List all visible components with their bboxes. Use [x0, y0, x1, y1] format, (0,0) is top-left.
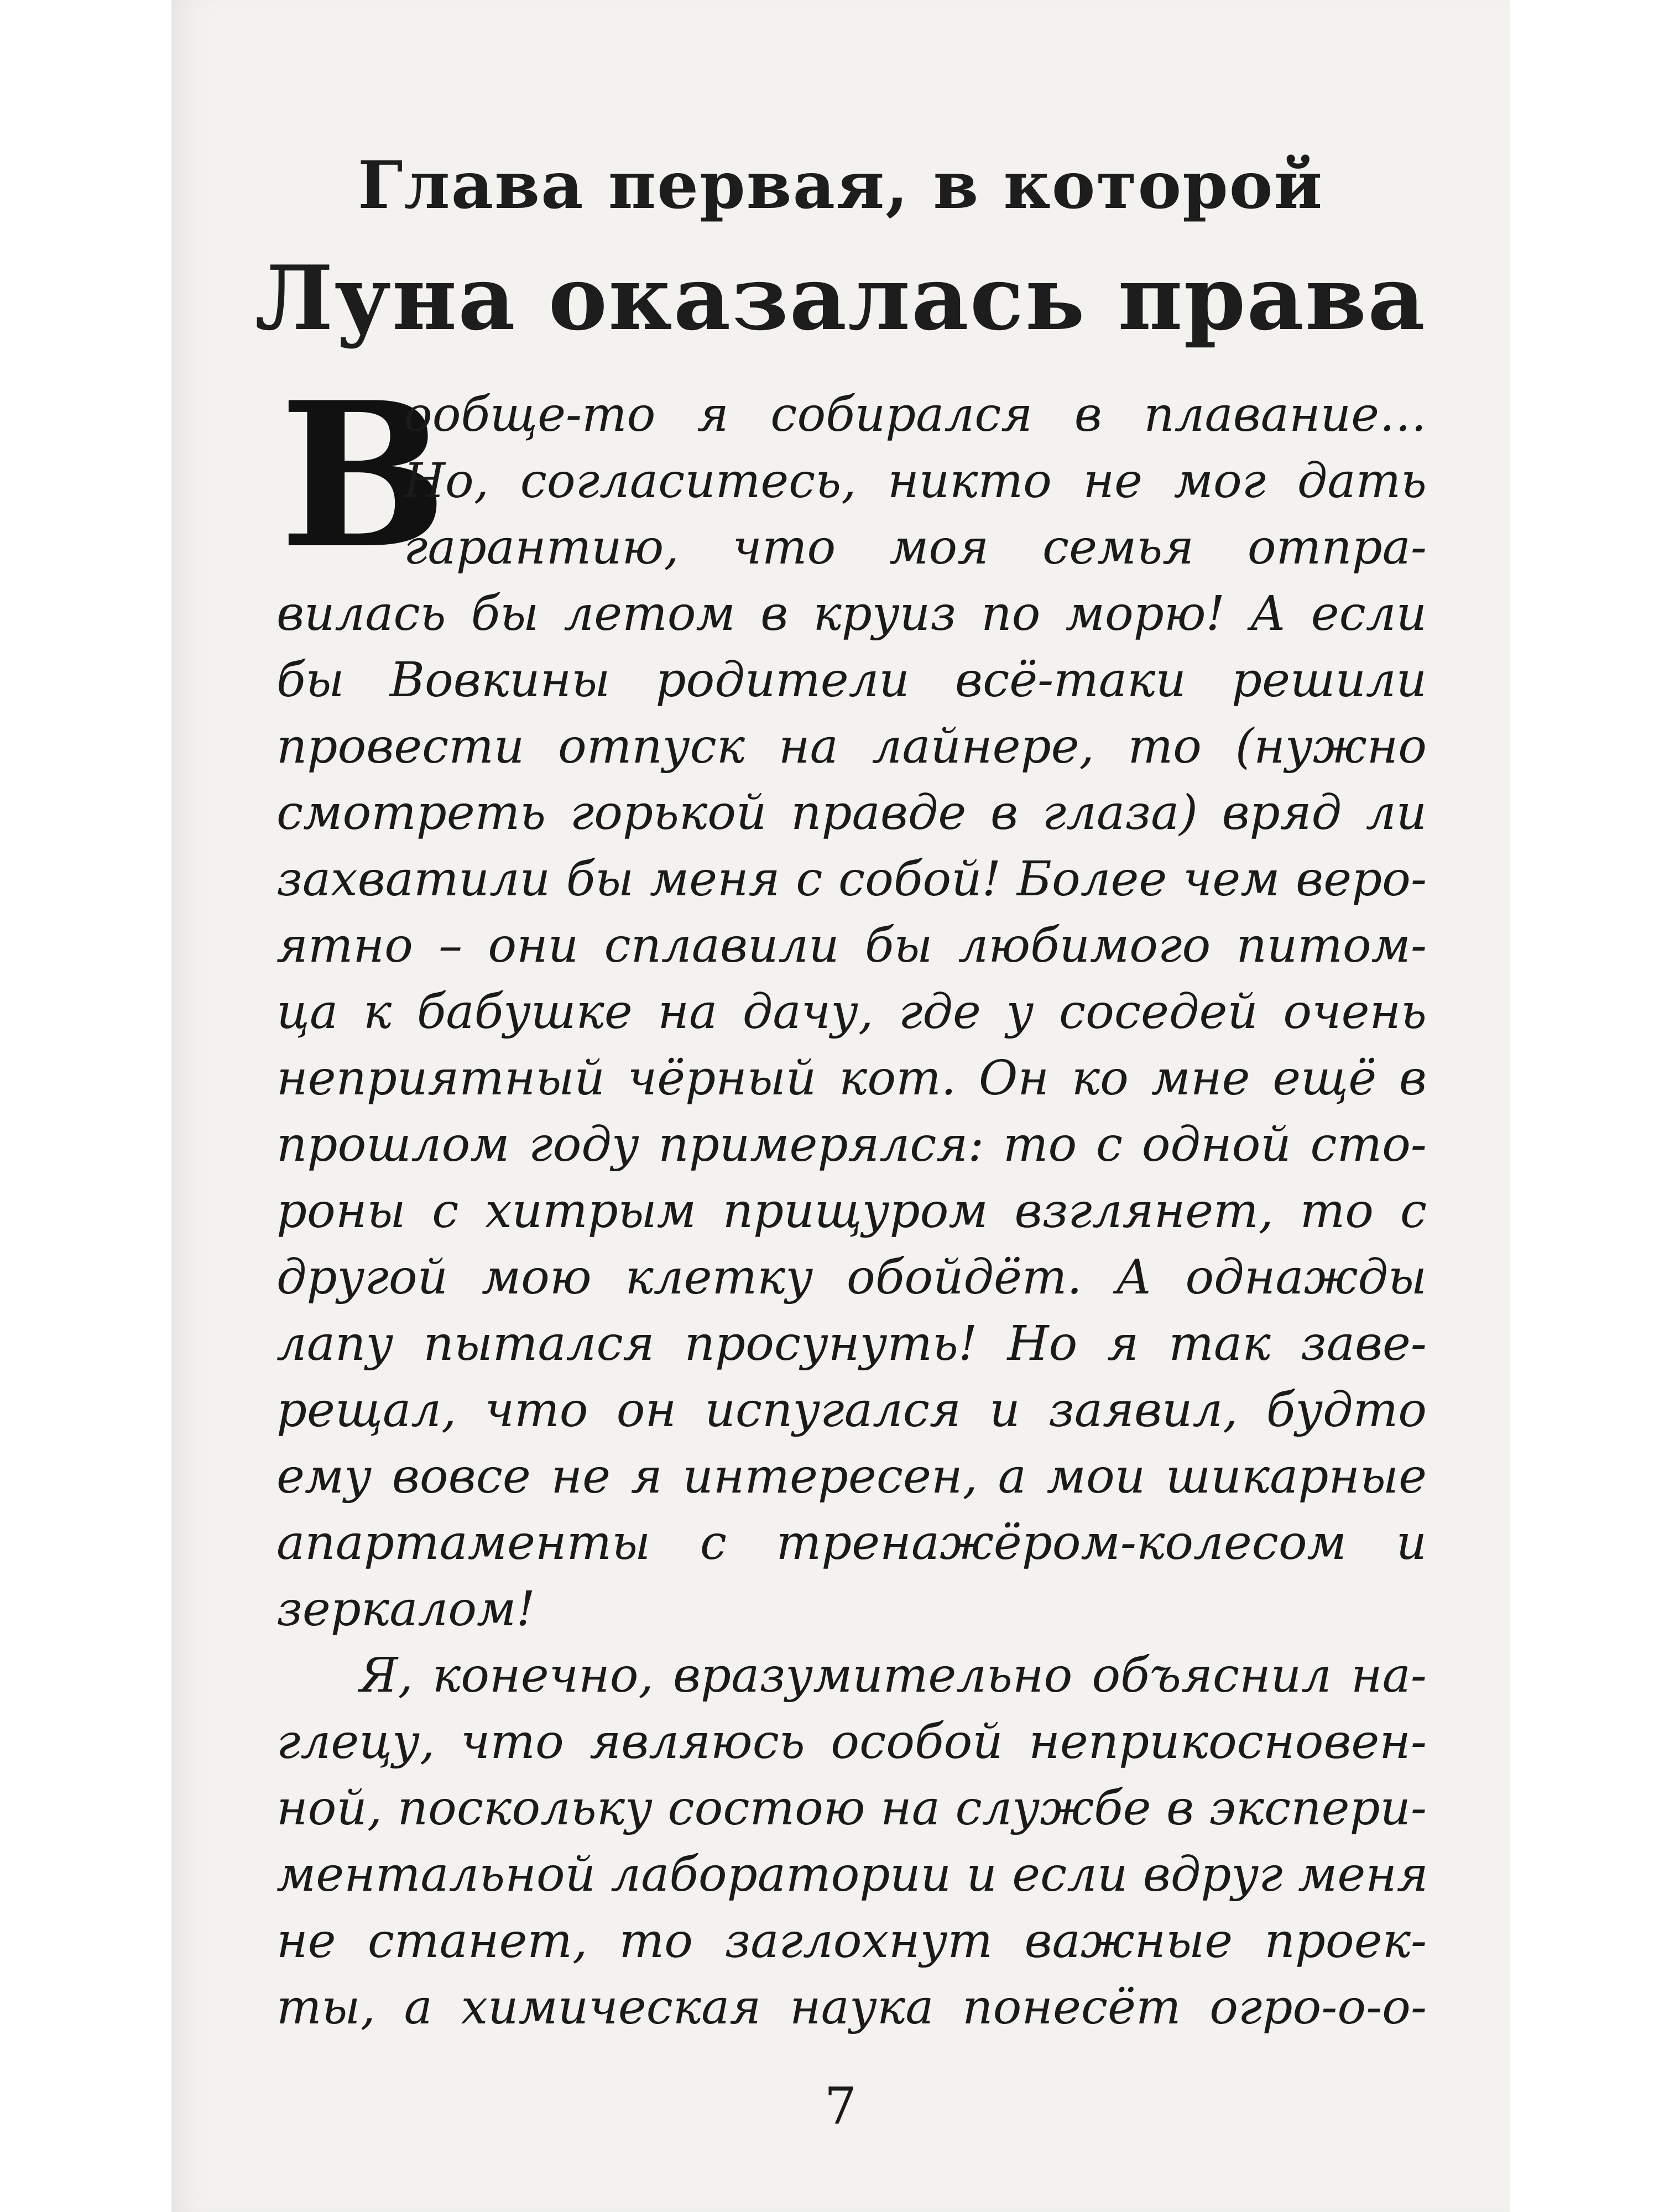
text-line: вилась бы летом в круиз по морю! А если — [276, 586, 1427, 641]
chapter-heading-line1: Глава первая, в которой — [358, 147, 1323, 223]
text-line: прошлом году примерялся: то с одной сто- — [276, 1117, 1427, 1172]
text-line: глецу, что являюсь особой неприкосновен- — [276, 1714, 1427, 1770]
text-line: смотреть горькой правде в глаза) вряд ли — [276, 785, 1427, 841]
text-line: захватили бы меня с собой! Более чем веро- — [276, 852, 1427, 907]
text-line: провести отпуск на лайнере, то (нужно — [276, 719, 1427, 774]
text-line: гарантию, что моя семья отпра- — [404, 520, 1427, 575]
text-line: другой мою клетку обойдёт. А однажды — [276, 1250, 1427, 1305]
text-line: ты, а химическая наука понесёт огро-о-о- — [276, 1980, 1427, 2035]
text-line: неприятный чёрный кот. Он ко мне ещё в — [276, 1051, 1427, 1106]
text-line: ной, поскольку состою на службе в экспери- — [276, 1781, 1427, 1836]
text-line: Я, конечно, вразумительно объяснил на- — [359, 1648, 1427, 1703]
text-line: ему вовсе не я интересен, а мои шикарные — [276, 1449, 1427, 1504]
text-line: бы Вовкины родители всё-таки решили — [276, 653, 1427, 708]
chapter-heading-line2: Луна оказалась права — [255, 246, 1426, 350]
page-number: 7 — [824, 2077, 857, 2136]
text-line: рещал, что он испугался и заявил, будто — [276, 1383, 1427, 1438]
text-line: ятно – они сплавили бы любимого питом- — [276, 918, 1427, 973]
text-line: ментальной лаборатории и если вдруг меня — [276, 1847, 1428, 1902]
body-text — [276, 358, 1428, 2041]
text-line: Но, согласитесь, никто не мог дать — [404, 453, 1427, 509]
text-line: зеркалом! — [276, 1582, 535, 1637]
text-line: апартаменты с тренажёром-колесом и — [276, 1515, 1427, 1571]
text-line: не станет, то заглохнут важные проек- — [276, 1913, 1427, 1969]
text-line: роны с хитрым прищуром взглянет, то с — [276, 1183, 1427, 1239]
drop-cap: В — [279, 358, 448, 592]
text-line: лапу пытался просунуть! Но я так заве- — [276, 1316, 1427, 1371]
text-line: ца к бабушке на дачу, где у соседей очень — [276, 984, 1427, 1040]
text-line: ообще-то я собирался в плавание… — [404, 387, 1427, 442]
